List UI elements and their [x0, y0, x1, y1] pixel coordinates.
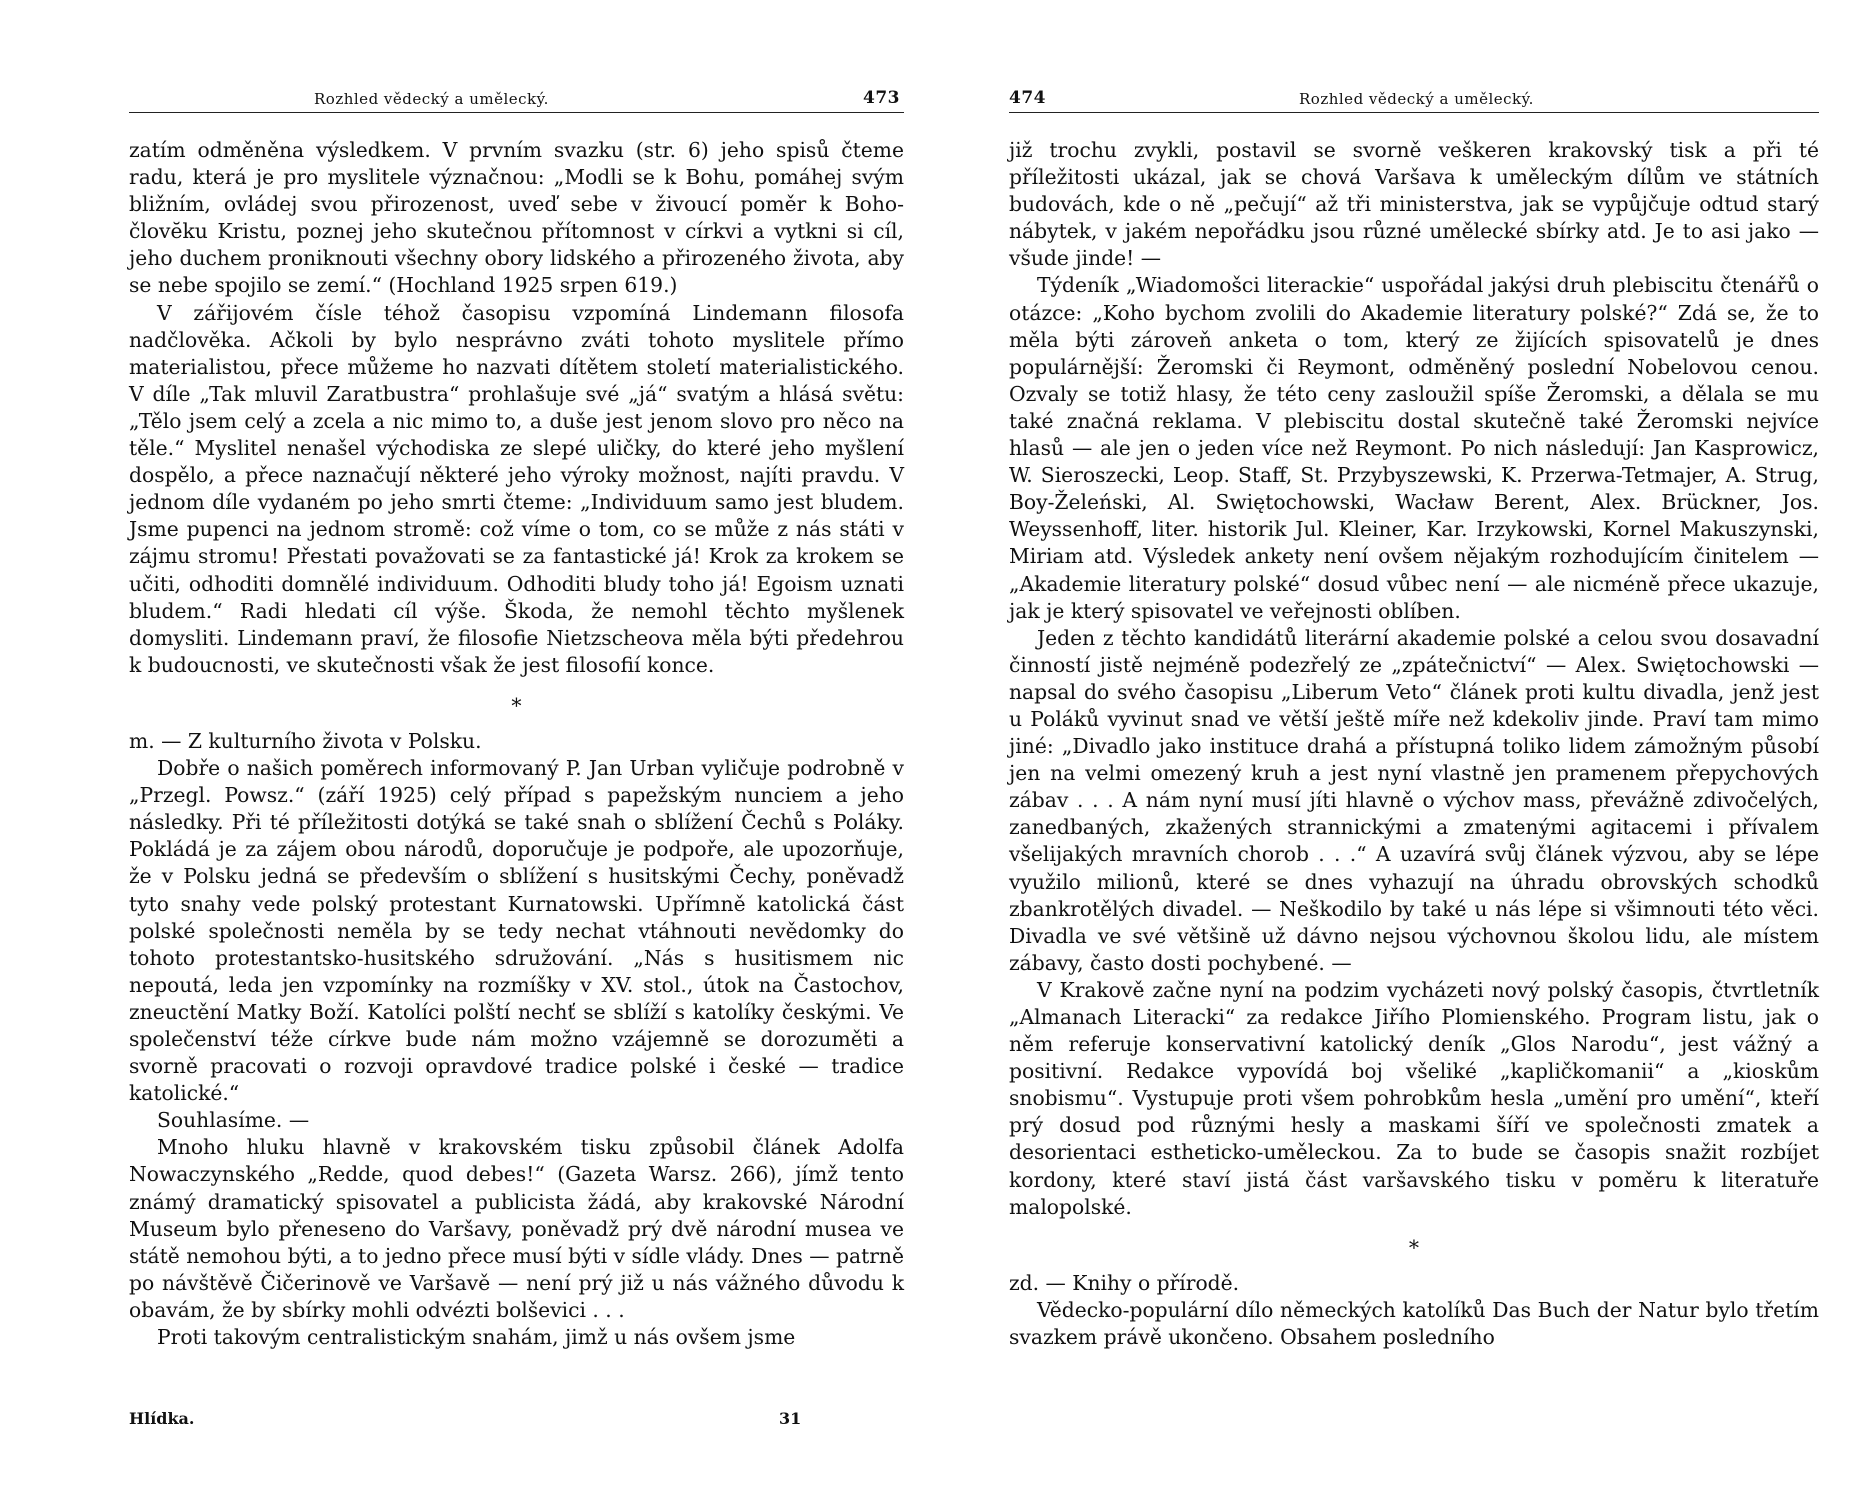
paragraph: Dobře o našich poměrech informovaný P. Jan Urban vyličuje podrobně v „Przegl. Powsz.“ (září 1925) celý případ s papežským nunciem a jeho následky. Při té příležitosti dotýká se také snah o sblížení Čechů s Poláky. Pokládá je za zájem obou národů, doporučuje je podpoře, ale upozorňuje, že v Polsku jedná se především o sblížení s husitskými Čechy, poněvadž tyto snahy vede polský protestant Kurnatowski. Upřímně katolická část polské společnosti neměla by se tedy nechat vtáhnouti nevědomky do tohoto protestantsko-husitského sdružování. „Nás s husitismem nic nepoutá, leda jen vzpomínky na rozmíšky v XV. stol., útok na Častochov, zneuctění Matky Boží. Katolíci polští nechť se sblíží s katolíky českými. Ve společenství téže církve bude nám možno vzájemně se dorozuměti a svorně pracovati o rozvoji opravdové tradice polské i české — tradice katolické.“ [129, 756, 904, 1106]
section-heading: m. — Z kulturního života v Polsku. [129, 728, 482, 753]
paragraph: Vědecko-populární dílo německých katolíků Das Buch der Natur bylo třetím svazkem právě ukončeno. Obsahem posledního [1009, 1297, 1819, 1350]
paragraph: Souhlasíme. — [157, 1108, 310, 1133]
running-title: Rozhled vědecký a umělecký. [314, 90, 549, 108]
left-page-header [129, 84, 904, 113]
right-page [1009, 84, 1819, 1351]
left-page [129, 84, 904, 1351]
footer-signature: Hlídka. [129, 1409, 195, 1428]
right-page-body [1009, 137, 1819, 1351]
right-page-header [1009, 84, 1819, 113]
section-separator: * [1408, 1235, 1420, 1260]
section-separator: * [511, 693, 522, 718]
paragraph: Mnoho hluku hlavně v krakovském tisku způsobil článek Adolfa Nowaczynského „Redde, quod debes!“ (Gazeta Warsz. 266), jímž tento známý dramatický spisovatel a publicista žádá, aby krakovské Národní Museum bylo přeneseno do Varšavy, poněvadž prý dvě národní musea ve státě nemohou býti, a to jedno přece musí býti v sídle vlády. Dnes — patrně po návštěvě Čičerinově ve Varšavě — není prý již u nás vážného důvodu k obavám, že by sbírky mohli odvézti bolševici . . . [129, 1135, 904, 1322]
footer-sheet-number: 31 [779, 1409, 802, 1428]
paragraph: již trochu zvykli, postavil se svorně veškeren krakovský tisk a při té příležitosti ukázal, jak se chová Varšava k uměleckým dílům ve státních budovách, kde o ně „pečují“ až tři ministerstva, jak se vypůjčuje odtud starý nábytek, v jakém nepořádku jsou různé umělecké sbírky atd. Je to asi jako — všude jinde! — [1009, 138, 1819, 271]
paragraph: Týdeník „Wiadomošci literackie“ uspořádal jakýsi druh plebiscitu čtenářů o otázce: „Koho bychom zvolili do Akademie literatury polské?“ Zdá se, že to měla býti zároveň anketa o tom, který ze žijících spisovatelů je dnes populárnější: Žeromski či Reymont, odměněný poslední Nobelovou cenou. Ozvaly se totiž hlasy, že této ceny zasloužil spíše Žeromski, a dělala se mu také značná reklama. V plebiscitu dostal skutečně také Žeromski nejvíce hlasů — ale jen o jeden více než Reymont. Po nich následují: Jan Kasprowicz, W. Sieroszecki, Leop. Staff, St. Przybyszewski, K. Przerwa-Tetmajer, A. Strug, Boy-Želeński, Al. Swiętochowski, Wacław Berent, Alex. Brückner, Jos. Weyssenhoff, liter. historik Jul. Kleiner, Kar. Irzykowski, Kornel Makuszynski, Miriam atd. Výsledek ankety není ovšem nějakým rozhodujícím činitelem — „Akademie literatury polské“ dosud vůbec není — ale nicméně přece ukazuje, jak je který spisovatel ve veřejnosti oblíben. [1009, 273, 1819, 623]
left-page-body [129, 137, 904, 1351]
running-title: Rozhled vědecký a umělecký. [1299, 90, 1534, 108]
paragraph: Proti takovým centralistickým snahám, jimž u nás ovšem jsme [157, 1325, 796, 1350]
page-number: 473 [863, 88, 900, 108]
section-heading: zd. — Knihy o přírodě. [1009, 1270, 1240, 1295]
page-number: 474 [1009, 88, 1046, 108]
paragraph: V zářijovém čísle téhož časopisu vzpomíná Lindemann filosofa nadčlověka. Ačkoli by bylo nesprávno zváti tohoto myslitele přímo materialistou, přece můžeme ho nazvati dítětem století materialistického. V díle „Tak mluvil Zaratbustra“ prohlašuje své „já“ svatým a hlásá světu: „Tělo jsem celý a zcela a nic mimo to, a duše jest jenom slovo pro něco na těle.“ Myslitel nenašel východiska ze slepé uličky, do které jeho myšlení dospělo, a přece naznačují některé jeho výroky možnost, najíti pravdu. V jednom díle vydaném po jeho smrti čteme: „Individuum samo jest bludem. Jsme pupenci na jednom stromě: což víme o tom, co se může z nás státi v zájmu stromu! Přestati považovati se za fantastické já! Krok za krokem se učiti, odhoditi domnělé individuum. Odhoditi bludy toho já! Egoism uznati bludem.“ Radi hledati cíl výše. Škoda, že nemohl těchto myšlenek domysliti. Lindemann praví, že filosofie Nietzscheova měla býti předehrou k budoucnosti, ve skutečnosti však že jest filosofií konce. [129, 300, 904, 677]
paragraph: Jeden z těchto kandidátů literární akademie polské a celou svou dosavadní činností jistě nejméně podezřelý ze „zpátečnictví“ — Alex. Swiętochowski — napsal do svého časopisu „Liberum Veto“ článek proti kultu divadla, jenž jest u Poláků vyvinut snad ve větší ještě míře než kdekoliv jinde. Praví tam mimo jiné: „Divadlo jako instituce drahá a přístupná toliko lidem zámožným působí jen na velmi omezený kruh a jest nyní vlastně jen pramenem přepychových zábav . . . A nám nyní musí jíti hlavně o výchov mass, převážně zdivočelých, zanedbaných, zkažených strannickými a zmatenými agitacemi i přívalem všelijakých mravních chorob . . .“ A uzavírá svůj článek výzvou, aby se lépe využilo milionů, které se dnes vyhazují na úhradu obrovských schodků zbankrotělých divadel. — Neškodilo by také u nás lépe si všimnouti této věci. Divadla ve své většině už dávno nejsou výchovnou školou lidu, ale místem zábavy, často dosti pochybené. — [1009, 625, 1819, 975]
paragraph: zatím odměněna výsledkem. V prvním svazku (str. 6) jeho spisů čteme radu, která je pro myslitele význačnou: „Modli se k Bohu, pomáhej svým bližním, ovládej svou přirozenost, uveď sebe v živoucí poměr k Boho-človĕku Kristu, poznej jeho skutečnou přítomnost v církvi a vytkni si cíl, jeho duchem proniknouti všechny obory lidského a přirozeného života, aby se nebe spojilo se zemí.“ (Hochland 1925 srpen 619.) [129, 138, 904, 298]
paragraph: V Krakově začne nyní na podzim vycházeti nový polský časopis, čtvrtletník „Almanach Literacki“ za redakce Jiřího Plomienského. Program listu, jak o něm referuje konservativní katolický deník „Glos Narodu“, jest vážný a positivní. Redakce vypovídá boj všeliké „kapličkomanii“ a „kioskům snobismu“. Vystupuje proti všem pohrobkům hesla „umění pro umění“, kteří prý dosud pod různými hesly a maskami šíří ve společnosti zmatek a desorientaci estheticko-uměleckou. Za to bude se časopis snažit rozbíjet kordony, které staví jistá část varšavského tisku v poměru k literatuře malopolské. [1009, 977, 1819, 1219]
